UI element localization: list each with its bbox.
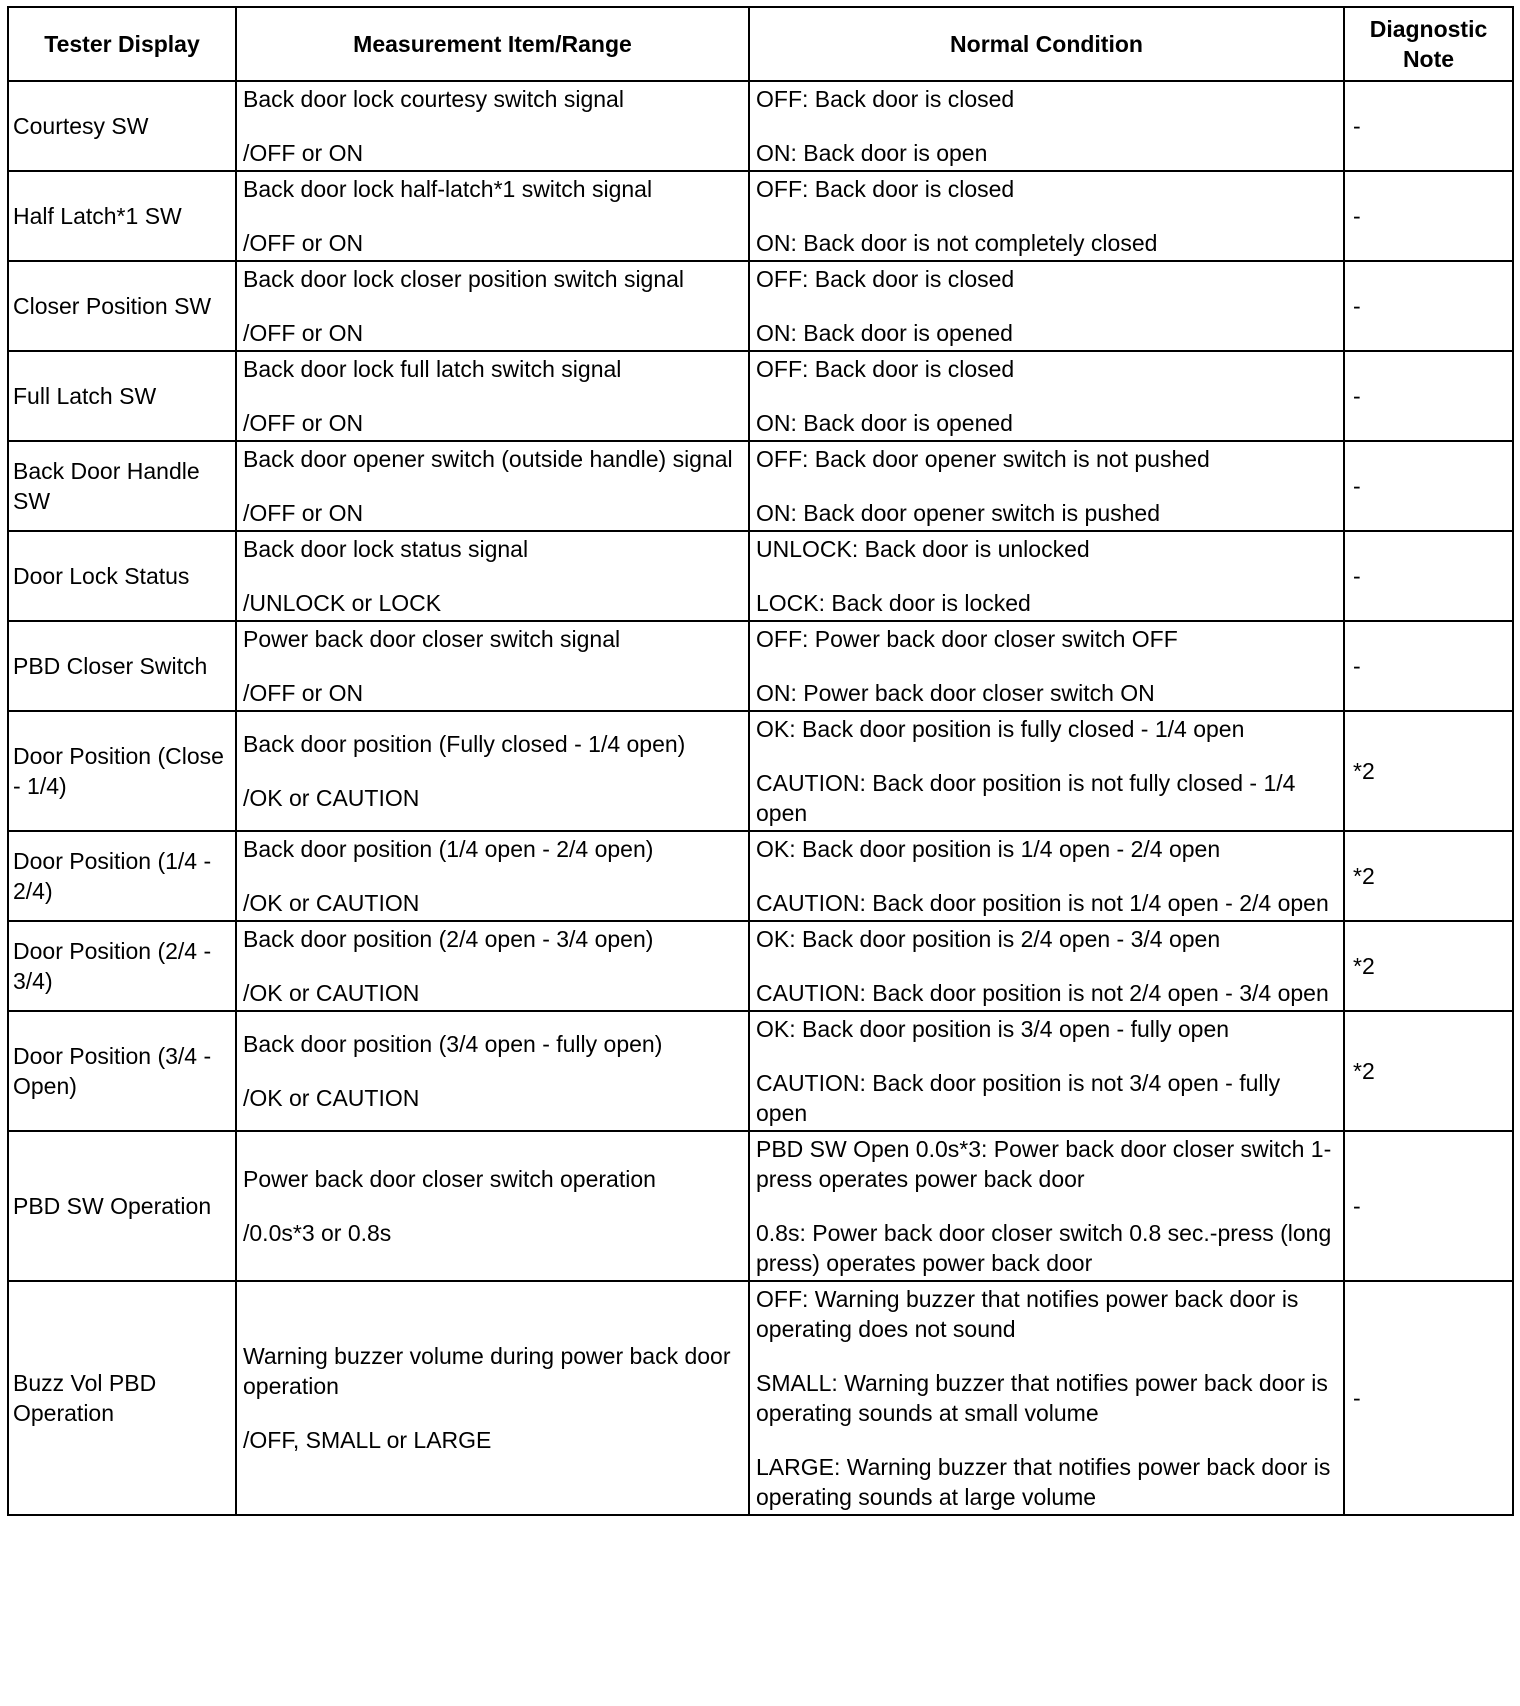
normal-condition-line: LARGE: Warning buzzer that notifies power back door is operating sounds at large volume: [756, 1454, 1331, 1510]
table-header-row: [8, 7, 1513, 81]
normal-condition-line: ON: Back door is not completely closed: [756, 230, 1158, 256]
measurement-range: /OK or CAUTION: [243, 980, 420, 1006]
normal-condition-line: OK: Back door position is fully closed - 1/4 open: [756, 716, 1245, 742]
measurement-item-range-cell: [236, 81, 749, 171]
measurement-item: Warning buzzer volume during power back door operation: [243, 1343, 731, 1399]
table-row: [8, 831, 1513, 921]
measurement-item: Power back door closer switch operation: [243, 1166, 656, 1192]
measurement-item: Back door position (Fully closed - 1/4 open): [243, 731, 686, 757]
tester-display-cell: Door Position (2/4 - 3/4): [8, 921, 236, 1011]
normal-condition-cell: [749, 81, 1344, 171]
table-row: [8, 81, 1513, 171]
diagnostic-note-cell: *2: [1344, 831, 1513, 921]
tester-display-cell: Buzz Vol PBD Operation: [8, 1281, 236, 1515]
measurement-item-range-cell: [236, 171, 749, 261]
normal-condition-line: ON: Power back door closer switch ON: [756, 680, 1155, 706]
measurement-range: /OFF, SMALL or LARGE: [243, 1427, 492, 1453]
header-diagnostic-note: Diagnostic Note: [1344, 7, 1513, 81]
normal-condition-cell: [749, 621, 1344, 711]
table-row: [8, 531, 1513, 621]
diagnostic-note-cell: -: [1344, 261, 1513, 351]
normal-condition-line: CAUTION: Back door position is not fully closed - 1/4 open: [756, 770, 1296, 826]
measurement-item: Back door lock half-latch*1 switch signal: [243, 176, 653, 202]
normal-condition-line: OFF: Back door is closed: [756, 176, 1015, 202]
diagnostic-note-cell: -: [1344, 171, 1513, 261]
header-measurement-item-range: Measurement Item/Range: [236, 7, 749, 81]
normal-condition-line: PBD SW Open 0.0s*3: Power back door closer switch 1-press operates power back door: [756, 1136, 1332, 1192]
tester-display-cell: Door Lock Status: [8, 531, 236, 621]
normal-condition-line: OK: Back door position is 2/4 open - 3/4 open: [756, 926, 1221, 952]
measurement-item: Back door lock status signal: [243, 536, 529, 562]
normal-condition-line: CAUTION: Back door position is not 3/4 open - fully open: [756, 1070, 1281, 1126]
normal-condition-cell: [749, 351, 1344, 441]
table-row: [8, 1011, 1513, 1131]
diagnostic-note-cell: *2: [1344, 921, 1513, 1011]
measurement-item-range-cell: [236, 1281, 749, 1515]
measurement-range: /OFF or ON: [243, 140, 364, 166]
normal-condition-line: OFF: Back door is closed: [756, 266, 1015, 292]
normal-condition-line: OFF: Back door is closed: [756, 86, 1015, 112]
diagnostic-note-cell: -: [1344, 1131, 1513, 1281]
diagnostic-note-cell: -: [1344, 621, 1513, 711]
measurement-item: Back door opener switch (outside handle) signal: [243, 446, 733, 472]
measurement-item-range-cell: [236, 351, 749, 441]
normal-condition-cell: [749, 171, 1344, 261]
measurement-item-range-cell: [236, 1011, 749, 1131]
diagnostic-note-cell: -: [1344, 351, 1513, 441]
normal-condition-line: ON: Back door opener switch is pushed: [756, 500, 1160, 526]
measurement-range: /UNLOCK or LOCK: [243, 590, 442, 616]
measurement-range: /OFF or ON: [243, 320, 364, 346]
measurement-item-range-cell: [236, 921, 749, 1011]
normal-condition-line: ON: Back door is open: [756, 140, 988, 166]
measurement-item: Power back door closer switch signal: [243, 626, 621, 652]
normal-condition-line: OFF: Power back door closer switch OFF: [756, 626, 1178, 652]
measurement-item-range-cell: [236, 1131, 749, 1281]
measurement-range: /OFF or ON: [243, 500, 364, 526]
normal-condition-cell: [749, 1011, 1344, 1131]
table-row: [8, 441, 1513, 531]
normal-condition-cell: [749, 831, 1344, 921]
tester-display-cell: Door Position (Close - 1/4): [8, 711, 236, 831]
tester-display-cell: Closer Position SW: [8, 261, 236, 351]
measurement-item: Back door lock courtesy switch signal: [243, 86, 624, 112]
measurement-item: Back door lock full latch switch signal: [243, 356, 622, 382]
diagnostic-note-cell: -: [1344, 531, 1513, 621]
measurement-range: /OFF or ON: [243, 410, 364, 436]
measurement-item-range-cell: [236, 711, 749, 831]
normal-condition-cell: [749, 711, 1344, 831]
normal-condition-cell: [749, 921, 1344, 1011]
normal-condition-cell: [749, 1281, 1344, 1515]
tester-display-cell: Door Position (3/4 - Open): [8, 1011, 236, 1131]
measurement-item: Back door position (1/4 open - 2/4 open): [243, 836, 654, 862]
normal-condition-cell: [749, 261, 1344, 351]
normal-condition-line: LOCK: Back door is locked: [756, 590, 1031, 616]
diagnostic-note-cell: *2: [1344, 1011, 1513, 1131]
table-row: [8, 1281, 1513, 1515]
measurement-item-range-cell: [236, 441, 749, 531]
measurement-item-range-cell: [236, 831, 749, 921]
data-list-table: [7, 6, 1514, 1516]
measurement-range: /OFF or ON: [243, 680, 364, 706]
measurement-range: /OK or CAUTION: [243, 785, 420, 811]
normal-condition-line: OK: Back door position is 3/4 open - fully open: [756, 1016, 1230, 1042]
normal-condition-line: UNLOCK: Back door is unlocked: [756, 536, 1090, 562]
normal-condition-line: 0.8s: Power back door closer switch 0.8 sec.-press (long press) operates power back door: [756, 1220, 1332, 1276]
normal-condition-line: OFF: Back door is closed: [756, 356, 1015, 382]
diagnostic-note-cell: -: [1344, 441, 1513, 531]
normal-condition-line: ON: Back door is opened: [756, 410, 1013, 436]
diagnostic-note-cell: -: [1344, 81, 1513, 171]
table-row: [8, 921, 1513, 1011]
tester-display-cell: Full Latch SW: [8, 351, 236, 441]
tester-display-cell: Half Latch*1 SW: [8, 171, 236, 261]
normal-condition-line: CAUTION: Back door position is not 1/4 open - 2/4 open: [756, 890, 1329, 916]
measurement-item-range-cell: [236, 621, 749, 711]
tester-display-cell: Courtesy SW: [8, 81, 236, 171]
measurement-item-range-cell: [236, 531, 749, 621]
header-tester-display: Tester Display: [8, 7, 236, 81]
table-body: [8, 81, 1513, 1515]
diagnostic-note-cell: *2: [1344, 711, 1513, 831]
normal-condition-line: SMALL: Warning buzzer that notifies power back door is operating sounds at small volume: [756, 1370, 1328, 1426]
normal-condition-cell: [749, 531, 1344, 621]
table-row: [8, 1131, 1513, 1281]
normal-condition-line: OFF: Warning buzzer that notifies power back door is operating does not sound: [756, 1286, 1299, 1342]
diagnostic-note-cell: -: [1344, 1281, 1513, 1515]
measurement-item: Back door position (2/4 open - 3/4 open): [243, 926, 654, 952]
normal-condition-line: OFF: Back door opener switch is not pushed: [756, 446, 1210, 472]
table-row: [8, 621, 1513, 711]
measurement-item-range-cell: [236, 261, 749, 351]
normal-condition-line: ON: Back door is opened: [756, 320, 1013, 346]
header-normal-condition: Normal Condition: [749, 7, 1344, 81]
normal-condition-cell: [749, 441, 1344, 531]
measurement-item: Back door position (3/4 open - fully open): [243, 1031, 663, 1057]
normal-condition-line: OK: Back door position is 1/4 open - 2/4 open: [756, 836, 1221, 862]
table-row: [8, 171, 1513, 261]
normal-condition-cell: [749, 1131, 1344, 1281]
tester-display-cell: PBD Closer Switch: [8, 621, 236, 711]
measurement-range: /0.0s*3 or 0.8s: [243, 1220, 392, 1246]
measurement-range: /OFF or ON: [243, 230, 364, 256]
tester-display-cell: PBD SW Operation: [8, 1131, 236, 1281]
measurement-range: /OK or CAUTION: [243, 1085, 420, 1111]
measurement-item: Back door lock closer position switch signal: [243, 266, 685, 292]
table-row: [8, 711, 1513, 831]
tester-display-cell: Back Door Handle SW: [8, 441, 236, 531]
tester-display-cell: Door Position (1/4 - 2/4): [8, 831, 236, 921]
measurement-range: /OK or CAUTION: [243, 890, 420, 916]
normal-condition-line: CAUTION: Back door position is not 2/4 open - 3/4 open: [756, 980, 1329, 1006]
table-row: [8, 261, 1513, 351]
table-row: [8, 351, 1513, 441]
